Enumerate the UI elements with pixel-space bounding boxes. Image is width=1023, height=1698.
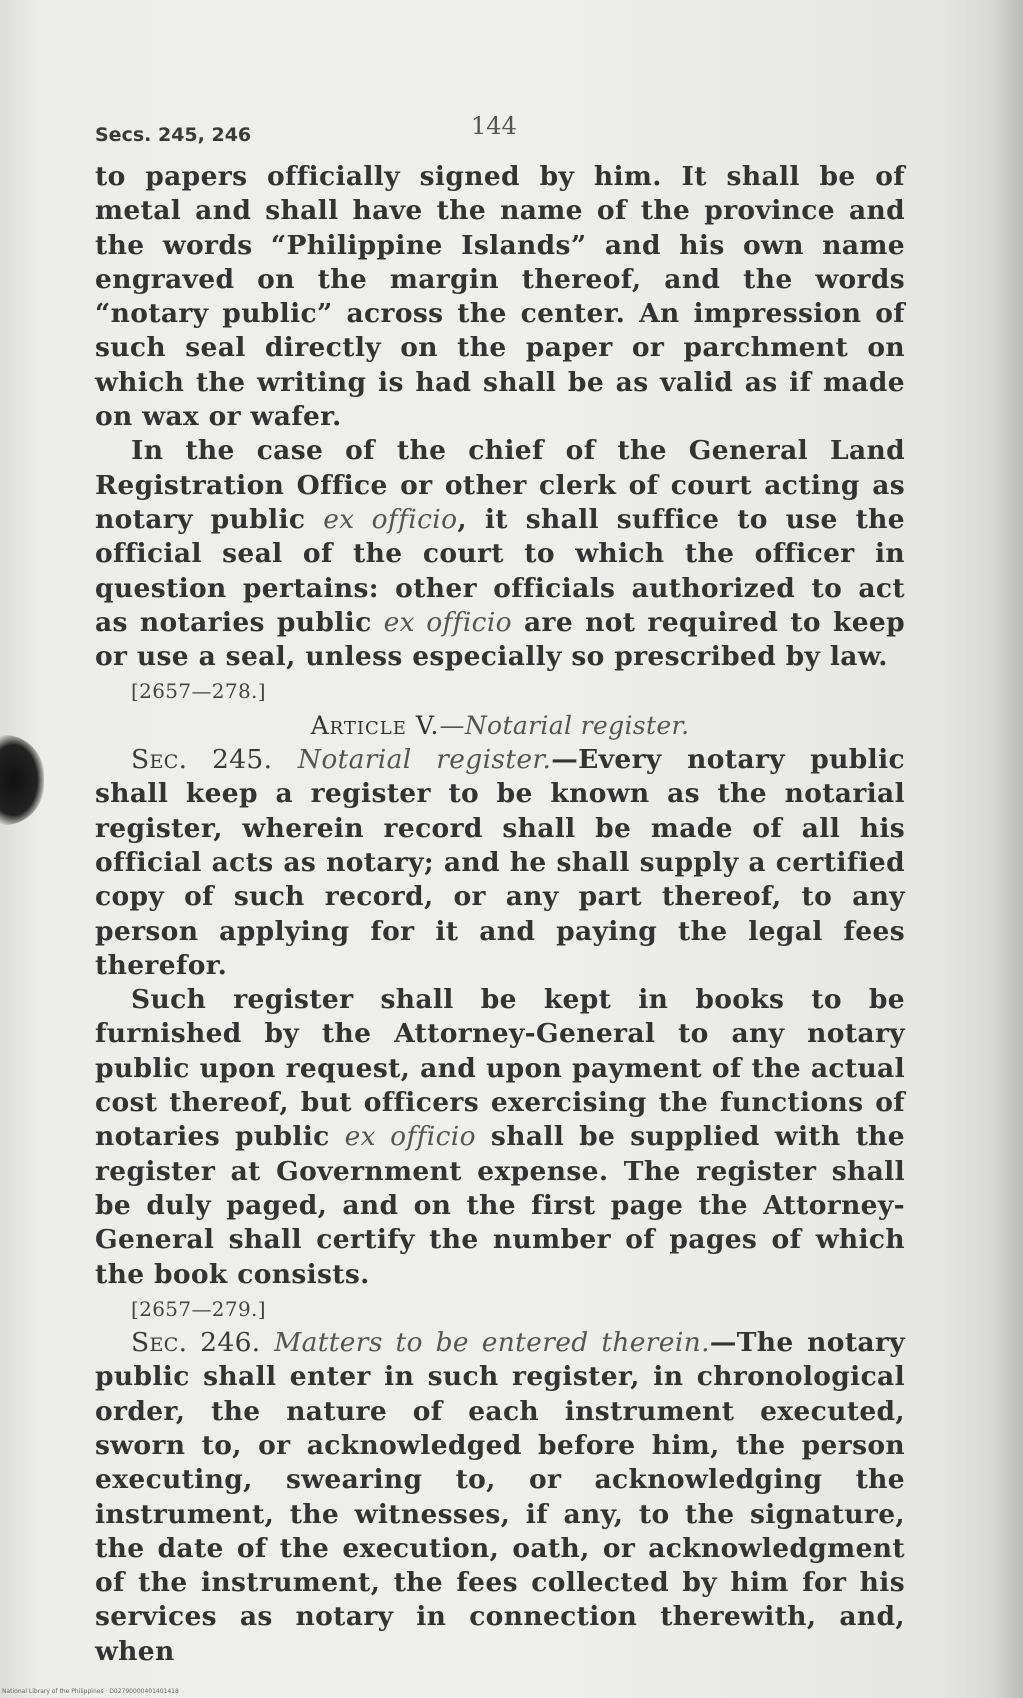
section-text: —The notary public shall enter in such register, in chronological order, the nature of each instrument executed, sworn to, or acknowledged before him, the person executing, swearing to, or acknowledging the instrument, the witnesses, if any, to the signature, the date of the execution, oath, or acknowledgment of the instrument, the fees collected by him for his services as notary in connection therewith, and, when xyxy=(95,1327,905,1667)
page-edge-shadow xyxy=(993,0,1023,1698)
page-header xyxy=(95,112,915,152)
section-title: Matters to be entered therein. xyxy=(274,1327,710,1359)
section-246 xyxy=(95,1326,905,1669)
section-245 xyxy=(95,743,905,983)
section-title: Notarial register. xyxy=(297,744,552,776)
citation: [2657—279.] xyxy=(131,1296,266,1321)
page-body xyxy=(95,160,905,1669)
section-245-paragraph-2: Such register shall be kept in books to be furnished by the Attorney-General to any notary public upon request, and upon payment of the actual cost thereof, but officers exercising the functions of notaries public ex officio shall be supplied with the register at Government expense. The register shall be duly paged, and on the first page the Attorney-General shall certify the number of pages of which the book consists. xyxy=(95,984,905,1290)
article-heading xyxy=(95,709,905,743)
paragraph-seal-description: to papers officially signed by him. It shall be of metal and shall have the name of the province and the words “Philippine Islands” and his own name engraved on the margin thereof, and the words “notary public” across the center. An impression of such seal directly on the paper or parchment on which the writing is had shall be as valid as if made on wax or wafer. xyxy=(95,161,905,433)
paragraph-ex-officio-seal: In the case of the chief of the General Land Registration Office or other clerk of court acting as notary public ex officio, it shall suffice to use the official seal of the court to which the officer in question pertains: other officials authorized to act as notaries public ex officio are not required to keep or use a seal, unless especially so prescribed by law. xyxy=(95,435,905,673)
article-label: Article V. xyxy=(310,710,440,740)
citation: [2657—278.] xyxy=(131,679,266,704)
page-number: 144 xyxy=(471,112,517,140)
article-title: —Notarial register. xyxy=(439,710,690,740)
section-label: Sec. 245. xyxy=(131,744,273,776)
ink-blot xyxy=(0,735,44,825)
section-label: Sec. 246. xyxy=(131,1327,261,1359)
section-text: —Every notary public shall keep a register to be known as the notarial register, wherein record shall be made of all his official acts as notary; and he shall supply a certified copy of such record, or any part thereof, to any person applying for it and paying the legal fees therefor. xyxy=(95,744,905,981)
scan-footer: National Library of the Philippines · D02790000401401418 xyxy=(2,1688,179,1695)
running-head: Secs. 245, 246 xyxy=(95,124,252,146)
